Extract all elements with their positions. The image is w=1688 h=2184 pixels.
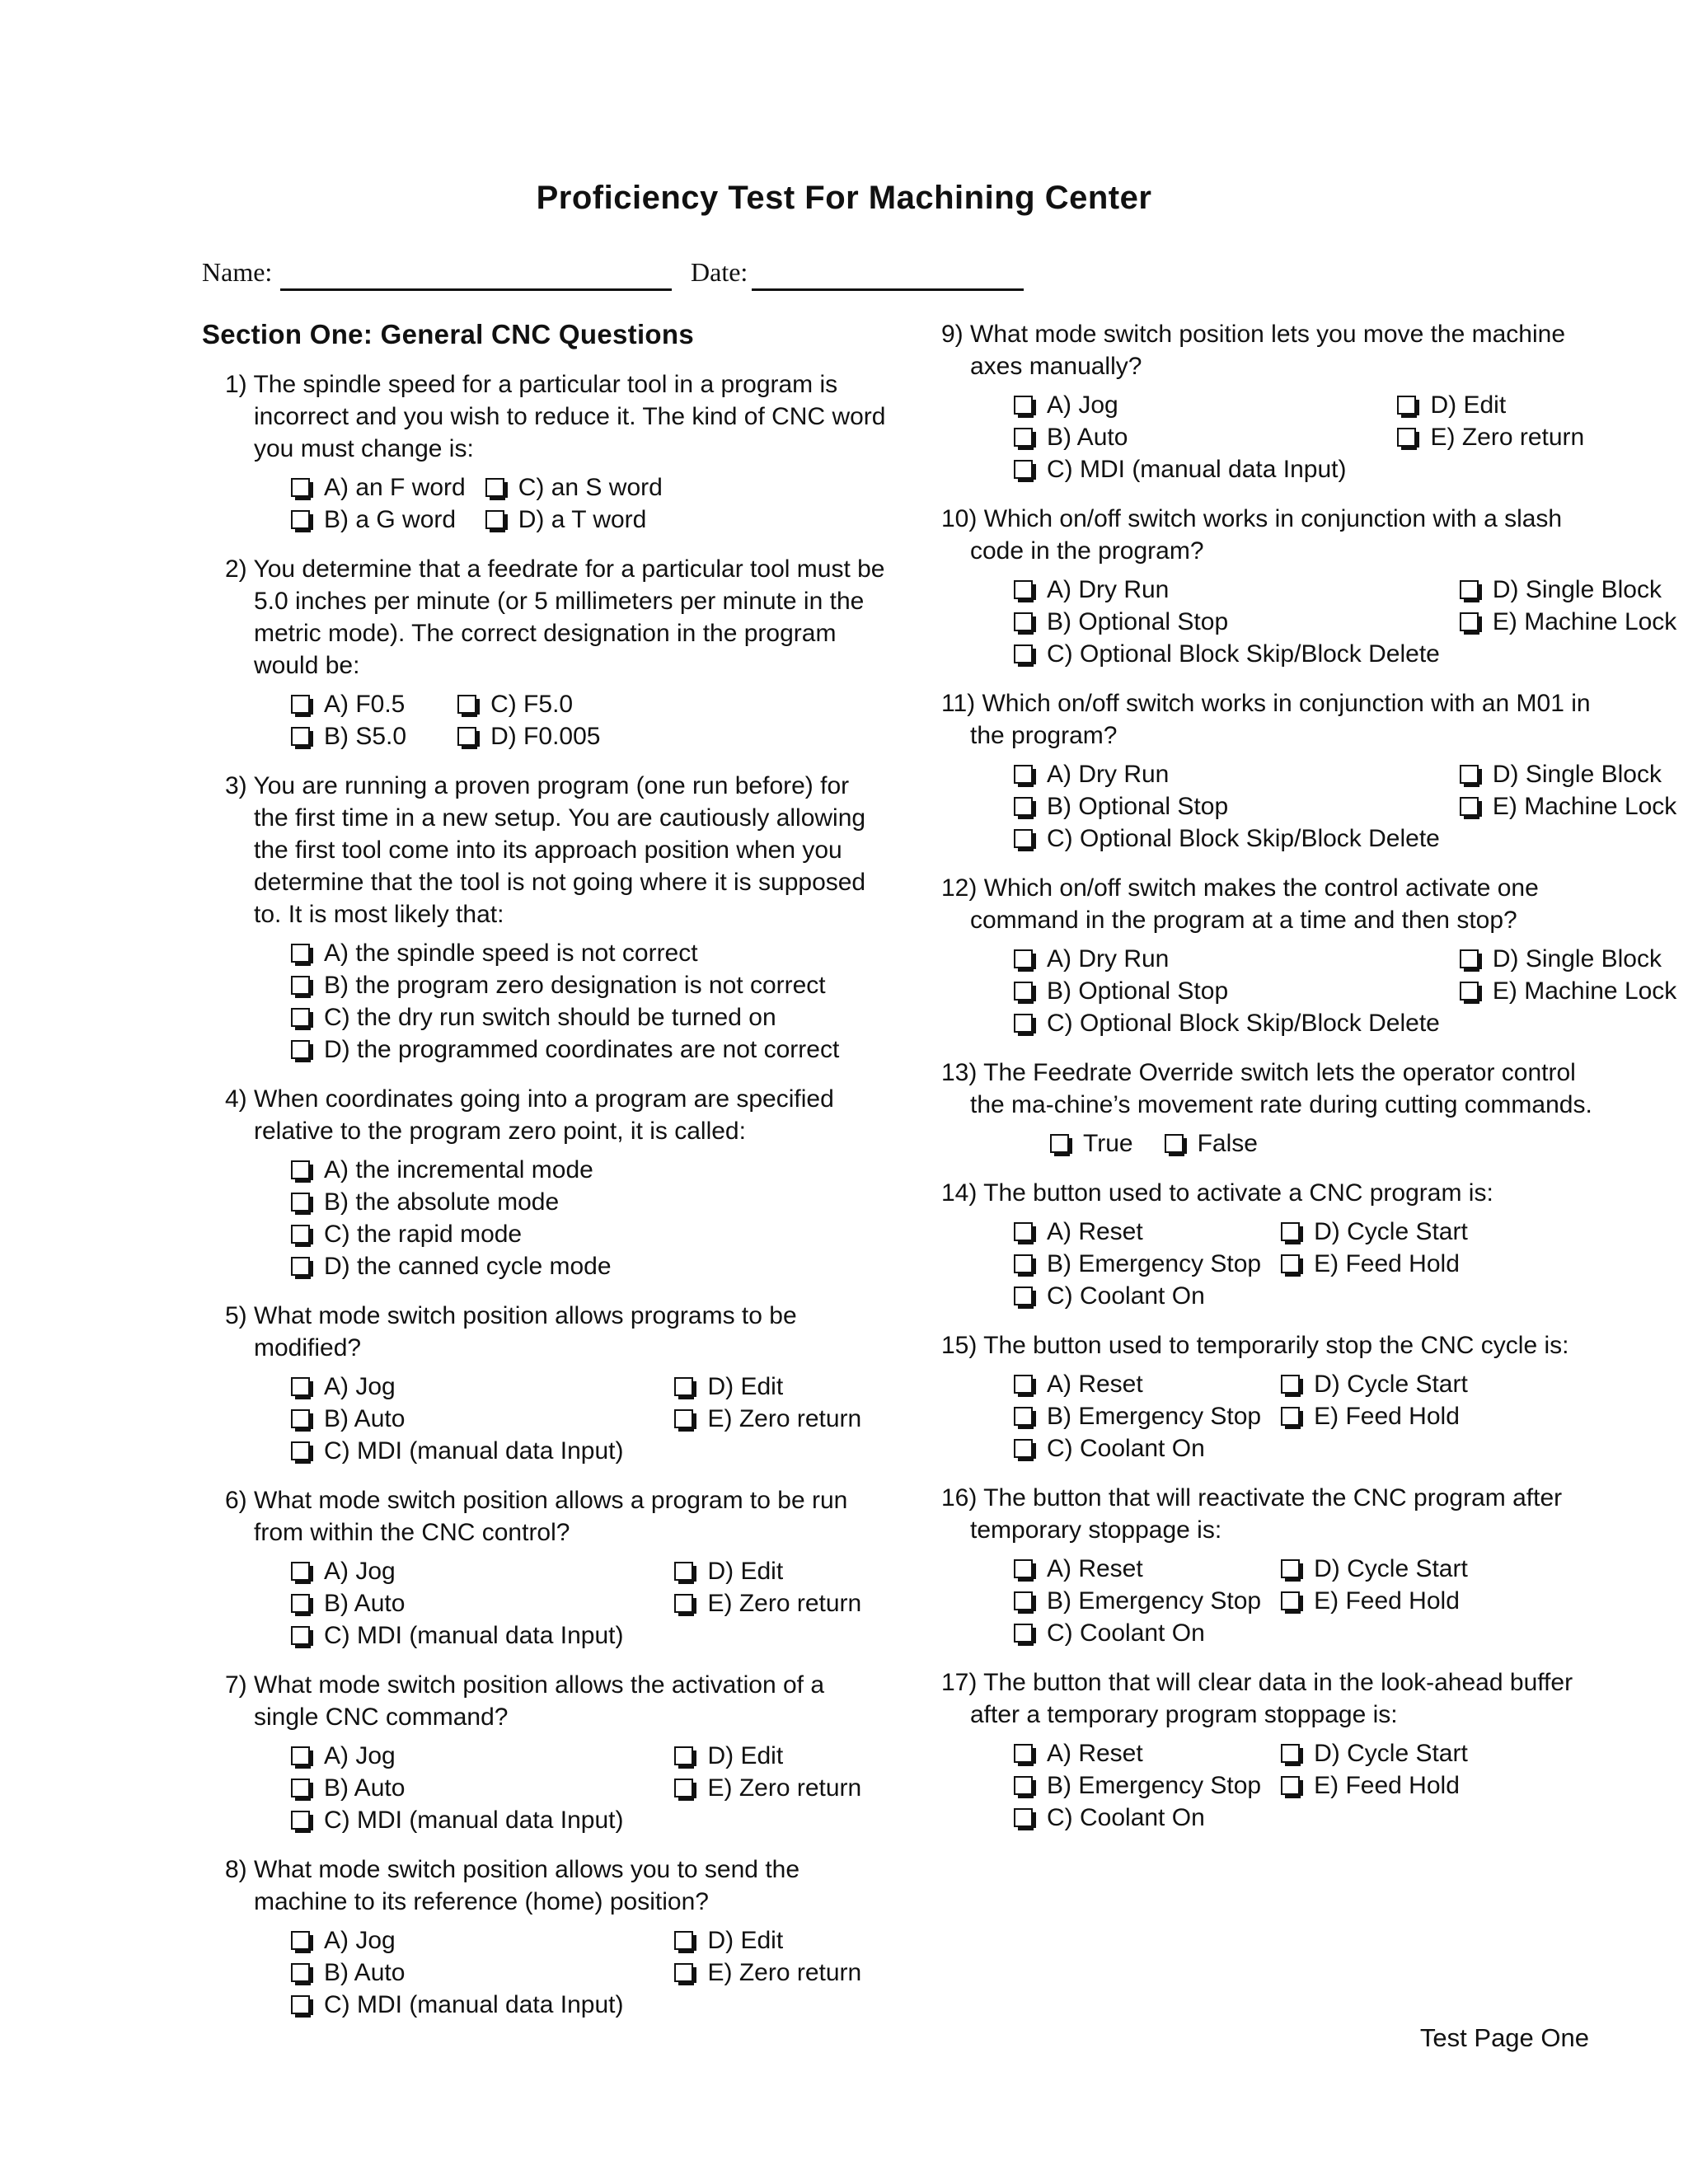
question-8 [202,1854,886,2021]
checkbox-icon[interactable] [291,1225,310,1244]
answer-option[interactable] [291,1804,623,1836]
checkbox-icon[interactable] [291,510,310,529]
option-label: E) Zero return [707,1959,862,1986]
option-group [941,574,1677,670]
option-label: C) Optional Block Skip/Block Delete [1047,825,1440,852]
page-footer: Test Page One [1419,2023,1589,2052]
checkbox-icon[interactable] [1014,644,1033,663]
option-group [941,1127,1601,1160]
option-label: E) Feed Hold [1314,1403,1460,1430]
checkbox-icon[interactable] [1460,949,1479,968]
checkbox-icon[interactable] [485,478,504,497]
answer-option[interactable] [291,720,406,752]
answer-option[interactable] [1014,1432,1261,1465]
answer-option[interactable] [1014,1617,1261,1649]
option-label: E) Zero return [707,1590,862,1617]
question-text: 1) The spindle speed for a particular tool in a program is incorrect and you wish to reduce it. The kind of CNC word you must change is: [225,371,886,462]
question-5 [202,1300,886,1467]
question-text: 4) When coordinates going into a program are specified relative to the program zero point, it is called: [225,1085,834,1145]
option-label: A) the incremental mode [324,1156,593,1183]
answer-option[interactable] [1014,1737,1261,1769]
option-label: E) Zero return [707,1405,862,1432]
question-text: 11) Which on/off switch works in conjunction with an M01 in the program? [941,690,1591,749]
option-label: B) Emergency Stop [1047,1403,1262,1430]
answer-option[interactable] [674,1924,861,1957]
checkbox-icon[interactable] [1281,1222,1300,1241]
option-label: D) Edit [1430,391,1507,419]
answer-option[interactable] [674,1403,861,1435]
checkbox-icon[interactable] [674,1594,693,1613]
option-label: D) Cycle Start [1314,1371,1468,1398]
option-label: B) Optional Stop [1047,977,1229,1005]
option-label: A) Dry Run [1047,761,1170,788]
checkbox-icon[interactable] [1014,1407,1033,1426]
option-label: E) Feed Hold [1314,1772,1460,1799]
answer-option[interactable] [291,1033,839,1066]
checkbox-icon[interactable] [1014,1375,1033,1394]
answer-option[interactable] [1281,1585,1468,1617]
option-group [941,1737,1601,1834]
option-label: C) Coolant On [1047,1282,1205,1310]
checkbox-icon[interactable] [1281,1744,1300,1763]
option-label: D) Cycle Start [1314,1218,1468,1245]
answer-option[interactable] [1014,1553,1261,1585]
answer-option[interactable] [291,1772,623,1804]
answer-option[interactable] [674,1587,861,1619]
section-heading: Section One: General CNC Questions [202,319,694,349]
answer-option[interactable] [1397,389,1584,421]
question-text: 2) You determine that a feedrate for a particular tool must be 5.0 inches per minute (or 5 millimeters per minute in the metric mode). The correct designation in the program would be: [225,555,885,679]
answer-option[interactable] [291,1001,839,1033]
answer-option[interactable] [485,504,663,536]
left-column [202,318,886,2038]
answer-option[interactable] [1460,943,1676,975]
answer-option[interactable] [1014,1280,1261,1312]
option-label: A) Reset [1047,1371,1143,1398]
option-label: A) Jog [1047,391,1118,419]
question-text: 16) The button that will reactivate the CNC program after temporary stoppage is: [941,1484,1563,1544]
answer-option[interactable] [291,1989,623,2021]
option-label: D) Single Block [1492,945,1662,972]
answer-option[interactable] [1014,790,1440,823]
option-label: D) Single Block [1492,761,1662,788]
option-group [941,1553,1601,1649]
option-label: E) Feed Hold [1314,1587,1460,1615]
checkbox-icon[interactable] [1014,1014,1033,1033]
answer-option[interactable] [291,1957,623,1989]
option-label: A) Jog [324,1927,396,1954]
checkbox-icon[interactable] [485,510,504,529]
option-label: B) Auto [324,1959,406,1986]
answer-option[interactable] [291,1371,623,1403]
answer-option[interactable] [1014,574,1440,606]
checkbox-icon[interactable] [291,1562,310,1581]
option-label: True [1083,1130,1133,1157]
option-label: C) an S word [518,474,663,501]
option-label: D) Single Block [1492,576,1662,603]
option-group [202,688,886,752]
question-text: 6) What mode switch position allows a program to be run from within the CNC control? [225,1487,848,1546]
option-label: B) Auto [324,1405,406,1432]
answer-option[interactable] [291,1924,623,1957]
answer-option[interactable] [291,688,406,720]
option-label: B) Auto [1047,424,1128,451]
option-label: C) F5.0 [490,691,574,718]
answer-option[interactable] [291,1250,612,1282]
checkbox-icon[interactable] [674,1562,693,1581]
checkbox-icon[interactable] [291,1193,310,1212]
checkbox-icon[interactable] [674,1746,693,1765]
answer-option[interactable] [1281,1400,1468,1432]
option-label: A) an F word [324,474,466,501]
answer-option[interactable] [291,1218,612,1250]
checkbox-icon[interactable] [457,727,476,746]
checkbox-icon[interactable] [291,1008,310,1027]
question-text: 8) What mode switch position allows you to send the machine to its reference (home) position? [225,1856,800,1915]
answer-option[interactable] [1014,1585,1261,1617]
answer-option[interactable] [1014,975,1440,1007]
answer-option[interactable] [1014,1802,1261,1834]
option-label: A) the spindle speed is not correct [324,940,698,967]
option-group [202,1154,886,1282]
answer-option[interactable] [1014,389,1346,421]
option-label: C) MDI (manual data Input) [324,1437,624,1465]
question-7 [202,1669,886,1836]
option-label: A) Reset [1047,1218,1143,1245]
answer-option[interactable] [1014,1007,1440,1039]
option-group [202,1740,886,1836]
checkbox-icon[interactable] [1014,580,1033,599]
name-label: Name: [202,257,273,287]
option-label: D) the canned cycle mode [324,1253,612,1280]
checkbox-icon[interactable] [291,1626,310,1645]
question-13 [941,1057,1601,1160]
option-label: C) MDI (manual data Input) [324,1807,624,1834]
option-label: E) Zero return [1430,424,1585,451]
checkbox-icon[interactable] [1281,1776,1300,1795]
checkbox-icon[interactable] [1014,949,1033,968]
answer-option[interactable] [291,1186,612,1218]
answer-option[interactable] [1281,1368,1468,1400]
checkbox-icon[interactable] [1281,1559,1300,1578]
answer-option[interactable] [1281,1769,1468,1802]
checkbox-icon[interactable] [1165,1134,1184,1153]
question-11 [941,687,1677,855]
answer-option[interactable] [291,1435,623,1467]
checkbox-icon[interactable] [1014,1222,1033,1241]
checkbox-icon[interactable] [1014,428,1033,447]
checkbox-icon[interactable] [1397,396,1416,415]
question-text: 9) What mode switch position lets you move the machine axes manually? [941,321,1566,380]
question-14 [941,1177,1601,1312]
answer-option[interactable] [1014,421,1346,453]
checkbox-icon[interactable] [291,1160,310,1179]
answer-option[interactable] [1460,606,1676,638]
answer-option[interactable] [1014,1368,1261,1400]
option-group [202,471,886,536]
option-group [202,1924,886,2021]
checkbox-icon[interactable] [1281,1375,1300,1394]
checkbox-icon[interactable] [291,1746,310,1765]
option-label: D) the programmed coordinates are not correct [324,1036,840,1063]
checkbox-icon[interactable] [1014,612,1033,631]
answer-option[interactable] [291,1619,623,1652]
option-label: B) Optional Stop [1047,793,1229,820]
option-label: C) MDI (manual data Input) [324,1991,624,2018]
option-label: B) S5.0 [324,723,407,750]
checkbox-icon[interactable] [1014,1439,1033,1458]
option-label: C) Optional Block Skip/Block Delete [1047,640,1440,668]
answer-option[interactable] [674,1957,861,1989]
question-10 [941,503,1677,670]
option-label: B) Emergency Stop [1047,1587,1262,1615]
date-field[interactable] [752,288,1024,291]
date-label: Date: [691,257,748,287]
checkbox-icon[interactable] [1014,1254,1033,1273]
question-9 [941,318,1601,485]
option-label: B) Auto [324,1590,406,1617]
checkbox-icon[interactable] [1014,1559,1033,1578]
answer-option[interactable] [1165,1127,1258,1160]
checkbox-icon[interactable] [674,1377,693,1396]
option-label: E) Feed Hold [1314,1250,1460,1277]
checkbox-icon[interactable] [457,695,476,714]
answer-option[interactable] [1281,1553,1468,1585]
option-label: E) Machine Lock [1492,793,1677,820]
checkbox-icon[interactable] [1281,1254,1300,1273]
option-label: B) Auto [324,1774,406,1802]
option-label: B) Optional Stop [1047,608,1229,635]
answer-option[interactable] [1014,1216,1261,1248]
option-label: D) Edit [707,1558,784,1585]
answer-option[interactable] [1460,758,1676,790]
option-label: B) the program zero designation is not correct [324,972,826,999]
question-16 [941,1482,1601,1649]
answer-option[interactable] [1281,1737,1468,1769]
answer-option[interactable] [457,688,600,720]
answer-option[interactable] [1397,421,1584,453]
option-label: B) the absolute mode [324,1188,560,1216]
option-label: C) Coolant On [1047,1804,1205,1831]
checkbox-icon[interactable] [674,1779,693,1797]
right-column [941,318,1677,1851]
answer-option[interactable] [291,1555,623,1587]
option-group [202,1555,886,1652]
answer-option[interactable] [1014,943,1440,975]
answer-option[interactable] [674,1555,861,1587]
checkbox-icon[interactable] [1050,1134,1069,1153]
checkbox-icon[interactable] [1014,1744,1033,1763]
option-label: D) Cycle Start [1314,1555,1468,1582]
answer-option[interactable] [1014,1769,1261,1802]
checkbox-icon[interactable] [291,1257,310,1276]
option-label: B) Emergency Stop [1047,1250,1262,1277]
question-4 [202,1083,886,1282]
answer-option[interactable] [291,471,466,504]
answer-option[interactable] [485,471,663,504]
checkbox-icon[interactable] [1014,829,1033,848]
question-12 [941,872,1677,1039]
checkbox-icon[interactable] [291,1995,310,2014]
name-field[interactable] [280,288,672,291]
answer-option[interactable] [1014,638,1440,670]
checkbox-icon[interactable] [674,1409,693,1428]
option-label: A) F0.5 [324,691,406,718]
checkbox-icon[interactable] [674,1931,693,1950]
checkbox-icon[interactable] [1014,1776,1033,1795]
checkbox-icon[interactable] [1014,396,1033,415]
option-group [941,758,1677,855]
option-label: D) F0.005 [490,723,601,750]
question-list-left [202,368,886,2021]
checkbox-icon[interactable] [674,1963,693,1982]
checkbox-icon[interactable] [1014,1808,1033,1827]
answer-option[interactable] [674,1740,861,1772]
answer-option[interactable] [291,1740,623,1772]
question-text: 3) You are running a proven program (one run before) for the first time in a new setup. You are cautiously allowing the first tool come into its approach position when you determine that the tool is not going where it is supposed to. It is most likely that: [225,772,866,928]
option-label: C) the rapid mode [324,1221,523,1248]
answer-option[interactable] [291,1587,623,1619]
answer-option[interactable] [291,937,839,969]
question-15 [941,1329,1601,1465]
checkbox-icon[interactable] [1014,797,1033,816]
answer-option[interactable] [1281,1248,1468,1280]
answer-option[interactable] [1014,453,1346,485]
answer-option[interactable] [1014,823,1440,855]
checkbox-icon[interactable] [291,1594,310,1613]
answer-option[interactable] [674,1772,861,1804]
option-group [941,1216,1601,1312]
question-text: 14) The button used to activate a CNC program is: [941,1179,1493,1207]
option-label: C) Coolant On [1047,1435,1205,1462]
answer-option[interactable] [291,504,466,536]
answer-option[interactable] [1281,1216,1468,1248]
answer-option[interactable] [1460,975,1676,1007]
option-label: C) MDI (manual data Input) [1047,456,1347,483]
option-label: A) Jog [324,1742,396,1769]
checkbox-icon[interactable] [1460,612,1479,631]
option-label: A) Reset [1047,1555,1143,1582]
question-text: 13) The Feedrate Override switch lets the operator control the ma-chine’s movement rate during cutting commands. [941,1059,1592,1118]
checkbox-icon[interactable] [1460,580,1479,599]
option-label: C) the dry run switch should be turned on [324,1004,776,1031]
checkbox-icon[interactable] [291,1931,310,1950]
checkbox-icon[interactable] [291,695,310,714]
option-group [941,943,1677,1039]
answer-option[interactable] [1014,1248,1261,1280]
answer-option[interactable] [291,1403,623,1435]
question-6 [202,1484,886,1652]
checkbox-icon[interactable] [291,1040,310,1059]
checkbox-icon[interactable] [1397,428,1416,447]
option-label: E) Machine Lock [1492,608,1677,635]
checkbox-icon[interactable] [291,976,310,995]
option-label: D) a T word [518,506,647,533]
question-17 [941,1666,1601,1834]
option-label: D) Cycle Start [1314,1740,1468,1767]
answer-option[interactable] [457,720,600,752]
checkbox-icon[interactable] [1014,1286,1033,1305]
checkbox-icon[interactable] [1014,1591,1033,1610]
option-label: C) MDI (manual data Input) [324,1622,624,1649]
question-text: 15) The button used to temporarily stop the CNC cycle is: [941,1332,1569,1359]
answer-option[interactable] [291,969,839,1001]
checkbox-icon[interactable] [1281,1591,1300,1610]
option-label: A) Dry Run [1047,945,1170,972]
checkbox-icon[interactable] [1460,797,1479,816]
option-label: A) Dry Run [1047,576,1170,603]
checkbox-icon[interactable] [1460,765,1479,784]
option-group [202,937,886,1066]
option-group [941,389,1601,485]
checkbox-icon[interactable] [291,1377,310,1396]
option-label: False [1197,1130,1258,1157]
option-label: C) Coolant On [1047,1619,1205,1647]
question-2 [202,553,886,752]
option-label: C) Optional Block Skip/Block Delete [1047,1010,1440,1037]
checkbox-icon[interactable] [291,1811,310,1830]
answer-option[interactable] [291,1154,612,1186]
checkbox-icon[interactable] [1460,982,1479,1001]
option-label: B) Emergency Stop [1047,1772,1262,1799]
checkbox-icon[interactable] [291,1409,310,1428]
answer-option[interactable] [1460,790,1676,823]
checkbox-icon[interactable] [291,1779,310,1797]
option-label: D) Edit [707,1742,784,1769]
question-text: 10) Which on/off switch works in conjunction with a slash code in the program? [941,505,1563,565]
question-1 [202,368,886,536]
option-label: B) a G word [324,506,457,533]
answer-option[interactable] [1014,1400,1261,1432]
question-text: 5) What mode switch position allows programs to be modified? [225,1302,797,1361]
checkbox-icon[interactable] [1014,460,1033,479]
answer-option[interactable] [1460,574,1676,606]
answer-option[interactable] [1050,1127,1133,1160]
question-3 [202,770,886,1066]
answer-option[interactable] [674,1371,861,1403]
option-label: D) Edit [707,1373,784,1400]
option-label: E) Zero return [707,1774,862,1802]
checkbox-icon[interactable] [291,727,310,746]
checkbox-icon[interactable] [291,1441,310,1460]
option-label: A) Jog [324,1558,396,1585]
checkbox-icon[interactable] [1281,1407,1300,1426]
option-label: A) Reset [1047,1740,1143,1767]
checkbox-icon[interactable] [291,944,310,963]
checkbox-icon[interactable] [1014,982,1033,1001]
question-text: 17) The button that will clear data in the look-ahead buffer after a temporary program stoppage is: [941,1669,1573,1728]
checkbox-icon[interactable] [1014,1624,1033,1643]
option-group [941,1368,1601,1465]
question-text: 12) Which on/off switch makes the control activate one command in the program at a time and then stop? [941,874,1539,934]
answer-option[interactable] [1014,758,1440,790]
checkbox-icon[interactable] [1014,765,1033,784]
option-label: D) Edit [707,1927,784,1954]
option-label: E) Machine Lock [1492,977,1677,1005]
checkbox-icon[interactable] [291,478,310,497]
option-label: A) Jog [324,1373,396,1400]
option-group [202,1371,886,1467]
checkbox-icon[interactable] [291,1963,310,1982]
answer-option[interactable] [1014,606,1440,638]
question-text: 7) What mode switch position allows the activation of a single CNC command? [225,1671,825,1731]
page-title: Proficiency Test For Machining Center [536,180,1152,216]
